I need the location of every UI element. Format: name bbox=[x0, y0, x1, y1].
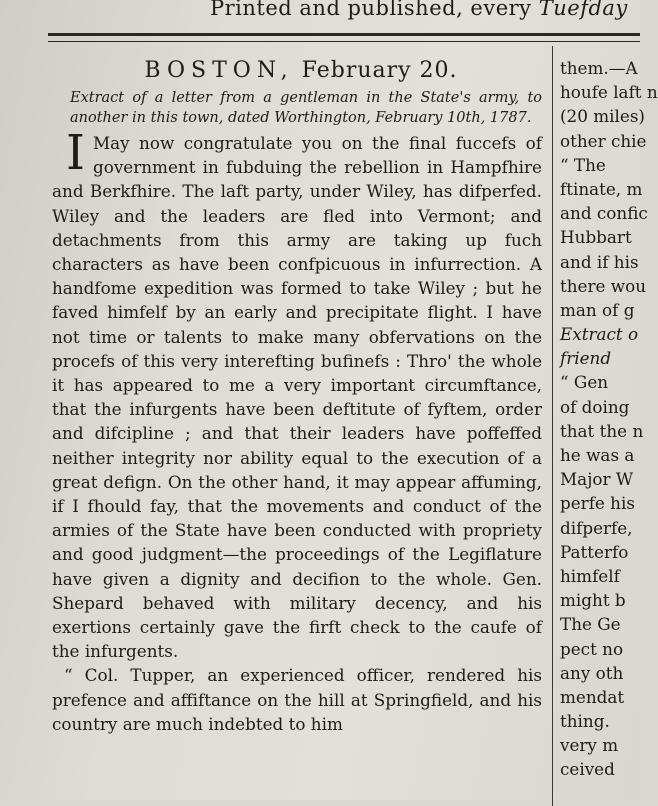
right-column-line: ftinate, m bbox=[560, 178, 643, 199]
right-column-line: perfe his bbox=[560, 493, 635, 514]
right-column-line: might b bbox=[560, 590, 626, 611]
right-column-line: ceived bbox=[560, 759, 615, 780]
right-column-line: other chie bbox=[560, 130, 647, 151]
right-column-line: Hubbart bbox=[560, 227, 632, 248]
extract-heading: Extract of a letter from a gentleman in the State's army, to another in this town, dated Worthington, February 10th, 1787. bbox=[70, 90, 542, 126]
paragraph-2: “ Col. Tupper, an experienced officer, rendered his prefence and affiftance on the hill at Springfield, and his country are much indebted to him bbox=[52, 665, 542, 734]
drop-cap: I bbox=[66, 125, 85, 181]
masthead-rule-thin bbox=[48, 41, 640, 42]
masthead-rule-thick bbox=[48, 33, 640, 36]
right-column-line: there wou bbox=[560, 275, 647, 296]
right-column-line: that the n bbox=[560, 420, 644, 441]
paragraph-1 bbox=[52, 125, 542, 663]
right-column-line: them.—A bbox=[560, 58, 638, 78]
right-column-line: and confic bbox=[560, 203, 648, 224]
right-column-line: himfelf bbox=[560, 565, 620, 586]
article-column bbox=[52, 56, 542, 736]
dateline bbox=[52, 56, 542, 86]
right-column-line: “ The bbox=[560, 154, 606, 175]
dateline-city: BOSTON, bbox=[144, 58, 294, 83]
dateline-date: February 20. bbox=[301, 58, 458, 83]
right-column-line: The Ge bbox=[560, 614, 621, 635]
masthead-text: Printed and published, every bbox=[210, 0, 532, 20]
right-column-line: any oth bbox=[560, 662, 624, 683]
masthead bbox=[210, 0, 628, 20]
right-column-line: man of g bbox=[560, 299, 635, 320]
right-column-line: Major W bbox=[560, 469, 634, 490]
right-column-line: Patterfo bbox=[560, 541, 629, 562]
right-column-line: of doing bbox=[560, 396, 630, 417]
right-column-line: pect no bbox=[560, 638, 624, 659]
right-column-line: “ Gen bbox=[560, 372, 609, 393]
right-column-line: houfe laft n bbox=[560, 82, 658, 103]
right-column-line: difperfe, bbox=[560, 517, 633, 538]
right-column-line: friend bbox=[560, 348, 612, 369]
right-column-line: mendat bbox=[560, 686, 625, 707]
column-rule bbox=[552, 46, 553, 806]
article-body bbox=[52, 125, 542, 736]
paragraph-1-text: May now congratulate you on the final fuccefs of government in fubduing the rebellion in Hampfhire and Berkfhire. The laft party, under Wiley, has difperfed. Wiley and the leaders are fled into Vermont; and detachments from this army are taking up fuch characters as have been confpicuous in infurrection. A handfome expedition was formed to take Wiley ; but he faved himfelf by an early and precipitate flight. I have not time or talents to make many obfervations on the procefs of this very interefting bufinefs : Thro' the whole it has appeared to me a very important circumftance, that the infurgents have been deftitute of fyftem, order and difcipline ; and that their leaders have poffeffed neither integrity nor ability equal to the execution of a great defign. On the other hand, it may appear affuming, if I fhould fay, that the movements and conduct of the armies of the State have been conducted with propriety and good judgment—the proceedings of the Legiflature have given a dignity and decifion to the whole. Gen. Shepard behaved with military decency, and his exertions certainly gave the firft check to the caufe of the infurgents. bbox=[52, 133, 542, 662]
right-column-line: and if his bbox=[560, 251, 639, 272]
masthead-day: Tuefday bbox=[538, 0, 628, 20]
right-column-line: (20 miles) bbox=[560, 106, 645, 127]
right-column-line: he was a bbox=[560, 445, 635, 465]
right-column-line: thing. bbox=[560, 711, 610, 732]
right-column bbox=[560, 56, 658, 782]
right-column-line: very m bbox=[560, 735, 619, 756]
right-column-line: Extract o bbox=[560, 324, 639, 345]
